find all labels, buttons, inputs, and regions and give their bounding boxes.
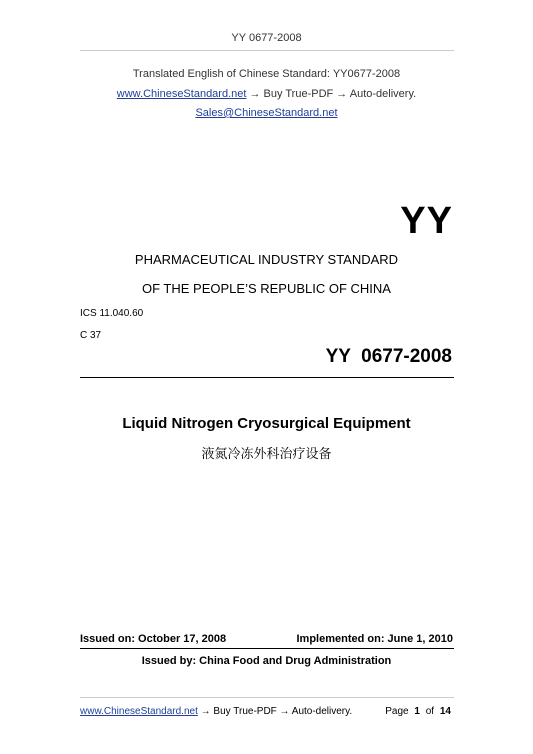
- of-word: of: [425, 706, 435, 717]
- footer-buy-text: → Buy True-PDF → Auto-delivery.: [200, 706, 353, 717]
- standard-number-rule: [80, 377, 454, 378]
- email-link[interactable]: Sales@ChineseStandard.net: [195, 107, 338, 119]
- page-indicator: [385, 706, 451, 717]
- standard-type-line1: PHARMACEUTICAL INDUSTRY STANDARD: [134, 252, 399, 267]
- yy-logo: YY: [400, 200, 453, 242]
- title-english: Liquid Nitrogen Cryosurgical Equipment: [122, 415, 411, 432]
- header-links-row: [0, 88, 533, 100]
- page-number: 1: [414, 706, 420, 717]
- header-rule: [80, 50, 454, 51]
- issued-by: Issued by: China Food and Drug Administration: [141, 655, 392, 667]
- translated-line: Translated English of Chinese Standard: YY0677-2008: [132, 68, 401, 80]
- footer-links-row: [80, 706, 352, 717]
- site-link[interactable]: www.ChineseStandard.net: [116, 88, 247, 100]
- standard-number: YY 0677-2008: [325, 346, 452, 367]
- standard-type-line2: OF THE PEOPLE’S REPUBLIC OF CHINA: [142, 281, 391, 296]
- dates-rule: [80, 648, 454, 649]
- footer-site-link[interactable]: www.ChineseStandard.net: [80, 706, 198, 717]
- email-row: [0, 107, 533, 119]
- footer-rule: [80, 697, 454, 698]
- issued-on: Issued on: October 17, 2008: [80, 633, 227, 645]
- ics-code: ICS 11.040.60: [80, 308, 144, 319]
- header-doc-code: YY 0677-2008: [231, 32, 302, 44]
- title-chinese: 液氮冷冻外科治疗设备: [201, 447, 332, 462]
- ccs-code: C 37: [80, 330, 102, 341]
- page-total: 14: [439, 706, 451, 717]
- implemented-on: Implemented on: June 1, 2010: [296, 633, 453, 645]
- page-word: Page: [385, 706, 409, 717]
- buy-text: → Buy True-PDF → Auto-delivery.: [249, 88, 417, 100]
